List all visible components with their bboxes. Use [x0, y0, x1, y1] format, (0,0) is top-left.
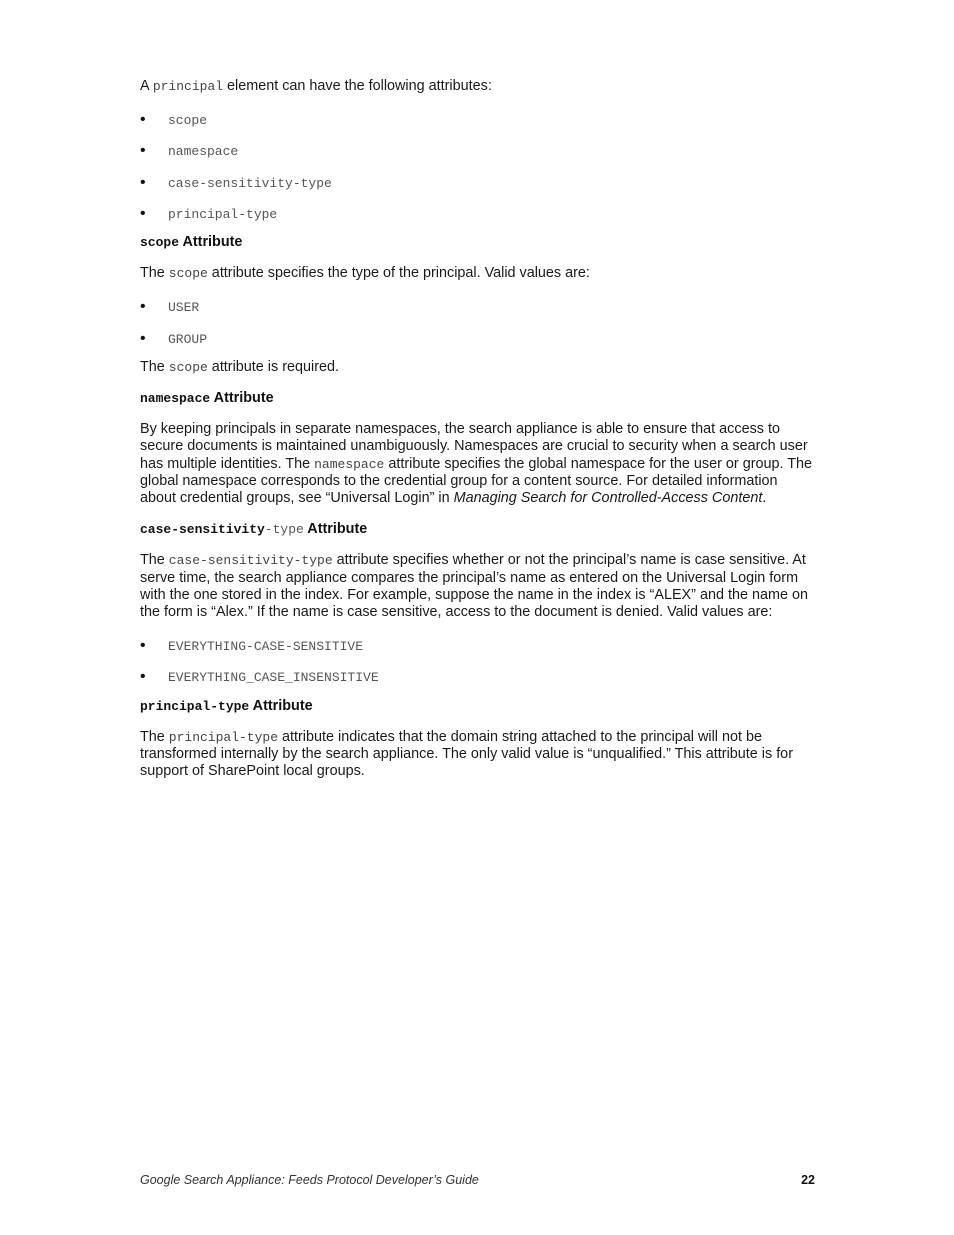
footer-title: Google Search Appliance: Feeds Protocol Developer’s Guide — [140, 1173, 479, 1187]
bullet-icon: • — [140, 204, 146, 222]
heading-code: namespace — [140, 390, 211, 406]
intro-text-end: element can have the following attributes: — [223, 78, 492, 94]
scope-values-list — [140, 296, 815, 358]
list-item — [140, 635, 815, 666]
inline-code: scope — [168, 266, 208, 282]
page-footer — [140, 1173, 815, 1191]
text: The — [140, 552, 169, 569]
list-item — [140, 172, 815, 203]
list-item — [140, 140, 815, 171]
list-item-code: scope — [168, 113, 208, 129]
case-values-list — [140, 635, 815, 697]
text: The — [140, 728, 169, 745]
namespace-heading — [140, 390, 815, 407]
case-sensitivity-heading — [140, 521, 815, 538]
principal-type-heading — [140, 698, 815, 715]
scope-heading — [140, 234, 815, 251]
heading-text: Attribute — [210, 389, 274, 406]
heading-code-suffix: -type — [264, 522, 304, 538]
heading-text: Attribute — [179, 233, 243, 250]
bullet-icon: • — [140, 111, 146, 129]
heading-code: principal-type — [140, 698, 250, 714]
text: By keeping principals in separate namespaces, the search appliance is able to ensure that access to secure documents is maintained unambiguously. Namespaces are crucial to security when a search user has multiple identities. The — [140, 421, 808, 472]
text: The — [140, 358, 169, 375]
text: attribute specifies the type of the principal. Valid values are: — [207, 265, 590, 282]
inline-code: principal-type — [168, 729, 279, 745]
heading-code: case-sensitivity — [140, 522, 265, 538]
text: attribute specifies whether or not the principal’s name is case sensitive. At serve time, the search appliance compares the principal’s name as entered on the Universal Login form with the one stored in the index. For example, suppose the name in the index is “ALEX” and the name on the form is “Alex.” If the name is case sensitive, access to the document is denied. Valid values are: — [140, 552, 808, 620]
heading-code: scope — [140, 234, 180, 250]
intro-paragraph — [140, 78, 815, 95]
intro-text: A — [140, 78, 153, 94]
bullet-icon: • — [140, 298, 146, 316]
list-item — [140, 109, 815, 140]
attributes-list — [140, 109, 815, 234]
bullet-icon: • — [140, 637, 146, 655]
bullet-icon: • — [140, 668, 146, 686]
list-item-code: principal-type — [168, 206, 278, 222]
list-item-code: USER — [168, 300, 200, 316]
principal-type-description — [140, 729, 815, 781]
bullet-icon: • — [140, 329, 146, 347]
list-item-code: EVERYTHING-CASE-SENSITIVE — [168, 639, 364, 655]
text: attribute indicates that the domain string attached to the principal will not be transformed internally by the search appliance. The only valid value is “unqualified.” This attribute is for support of SharePoint local groups. — [140, 728, 793, 780]
list-item-code: EVERYTHING_CASE_INSENSITIVE — [168, 670, 379, 686]
text: The — [140, 265, 169, 282]
list-item — [140, 296, 815, 327]
namespace-description — [140, 421, 815, 507]
list-item-code: namespace — [168, 144, 239, 160]
list-item — [140, 203, 815, 234]
scope-required-note — [140, 359, 815, 376]
text: . — [762, 489, 767, 506]
scope-description — [140, 265, 815, 282]
heading-text: Attribute — [249, 697, 313, 714]
list-item — [140, 328, 815, 359]
page-number: 22 — [801, 1173, 815, 1187]
list-item-code: case-sensitivity-type — [168, 175, 332, 191]
inline-code: case-sensitivity-type — [168, 553, 333, 569]
text: attribute specifies the global namespace for the user or group. The global namespace corresponds to the credential group for a content source. For detailed information about credential groups, see “Universal Login” in — [140, 455, 813, 506]
heading-text: Attribute — [303, 521, 368, 538]
page-content — [140, 78, 815, 780]
inline-code: namespace — [314, 456, 385, 472]
bullet-icon: • — [140, 142, 146, 160]
intro-code: principal — [152, 79, 224, 94]
case-sensitivity-description — [140, 552, 815, 621]
text: attribute is required. — [207, 358, 339, 375]
list-item-code: GROUP — [168, 331, 208, 347]
inline-code: scope — [168, 359, 208, 375]
list-item — [140, 666, 815, 697]
bullet-icon: • — [140, 173, 146, 191]
reference-title: Managing Search for Controlled-Access Content — [453, 489, 763, 506]
